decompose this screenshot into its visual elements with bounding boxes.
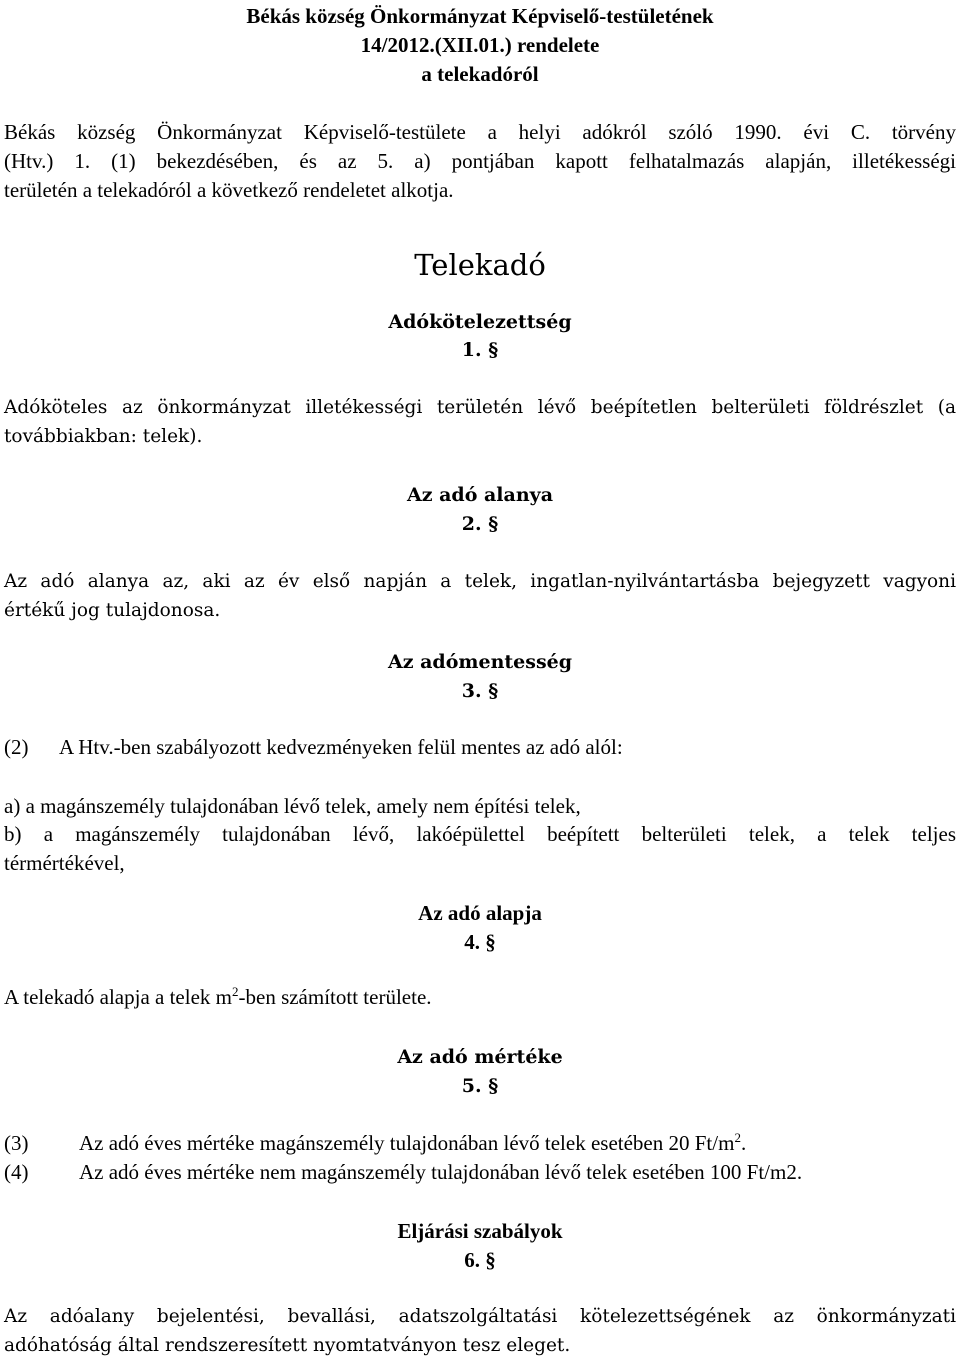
section-5-para-4-number: (4) xyxy=(4,1160,29,1184)
section-3-item-a: a) a magánszemély tulajdonában lévő telek, amely nem építési telek, xyxy=(4,794,581,818)
section-2-line-2: értékű jog tulajdonosa. xyxy=(4,600,221,621)
section-3-para-number: (2) xyxy=(4,735,29,759)
section-6-number: 6. § xyxy=(464,1248,496,1272)
section-3-number: 3. § xyxy=(461,680,499,702)
section-3-item-b-line-2: térmértékével, xyxy=(4,851,125,875)
header-line-3: a telekadóról xyxy=(421,62,539,86)
preamble-line-1: Békás község Önkormányzat Képviselő-testülete a helyi adókról szóló 1990. évi C. törvény xyxy=(4,120,956,144)
section-2-number: 2. § xyxy=(461,513,499,535)
section-3-item-b-line-1: b) a magánszemély tulajdonában lévő, lakóépülettel beépített belterületi telek, a telek teljes xyxy=(4,822,956,846)
section-1-line-2: továbbiakban: telek). xyxy=(4,426,203,447)
section-6-heading: Eljárási szabályok xyxy=(397,1219,563,1243)
header-line-2: 14/2012.(XII.01.) rendelete xyxy=(360,33,600,57)
section-5-para-3-text: Az adó éves mértéke magánszemély tulajdonában lévő telek esetében 20 $Ft/m^2$. xyxy=(79,1130,747,1155)
section-4-number: 4. § xyxy=(464,930,496,954)
section-5-heading: Az adó mértéke xyxy=(397,1046,563,1068)
preamble-line-2: (Htv.) 1. (1) bekezdésében, és az 5. a) pontjában kapott felhatalmazás alapján, illetékességi xyxy=(4,149,956,173)
section-5-number: 5. § xyxy=(461,1075,499,1097)
main-title: Telekadó xyxy=(414,248,546,282)
section-2-heading: Az adó alanya xyxy=(406,484,554,506)
header-line-1: Békás község Önkormányzat Képviselő-testületének xyxy=(246,4,714,28)
section-2-line-1: Az adó alanya az, aki az év első napján a telek, ingatlan-nyilvántartásba bejegyzett vagyoni xyxy=(4,571,956,592)
section-4-text: A telekadó alapja a telek $m^2$-ben számított területe. xyxy=(4,984,432,1009)
section-6-line-1: Az adóalany bejelentési, bevallási, adatszolgáltatási kötelezettségének az önkormányzati xyxy=(4,1306,956,1327)
section-1-number: 1. § xyxy=(461,339,499,361)
section-6-line-2: adóhatóság által rendszeresített nyomtatványon tesz eleget. xyxy=(4,1335,571,1356)
section-3-heading: Az adómentesség xyxy=(387,651,573,673)
section-3-para-text: A Htv.-ben szabályozott kedvezményeken felül mentes az adó alól: xyxy=(59,735,623,759)
section-1-heading: Adókötelezettség xyxy=(388,311,572,333)
section-5-para-4-text: Az adó éves mértéke nem magánszemély tulajdonában lévő telek esetében 100 Ft/m2. xyxy=(79,1160,803,1184)
section-5-para-3-number: (3) xyxy=(4,1131,29,1155)
preamble-line-3: területén a telekadóról a következő rendeletet alkotja. xyxy=(4,178,454,202)
section-4-heading: Az adó alapja xyxy=(418,901,542,925)
section-1-line-1: Adóköteles az önkormányzat illetékességi területén lévő beépítetlen belterületi földrészlet (a xyxy=(4,397,956,418)
